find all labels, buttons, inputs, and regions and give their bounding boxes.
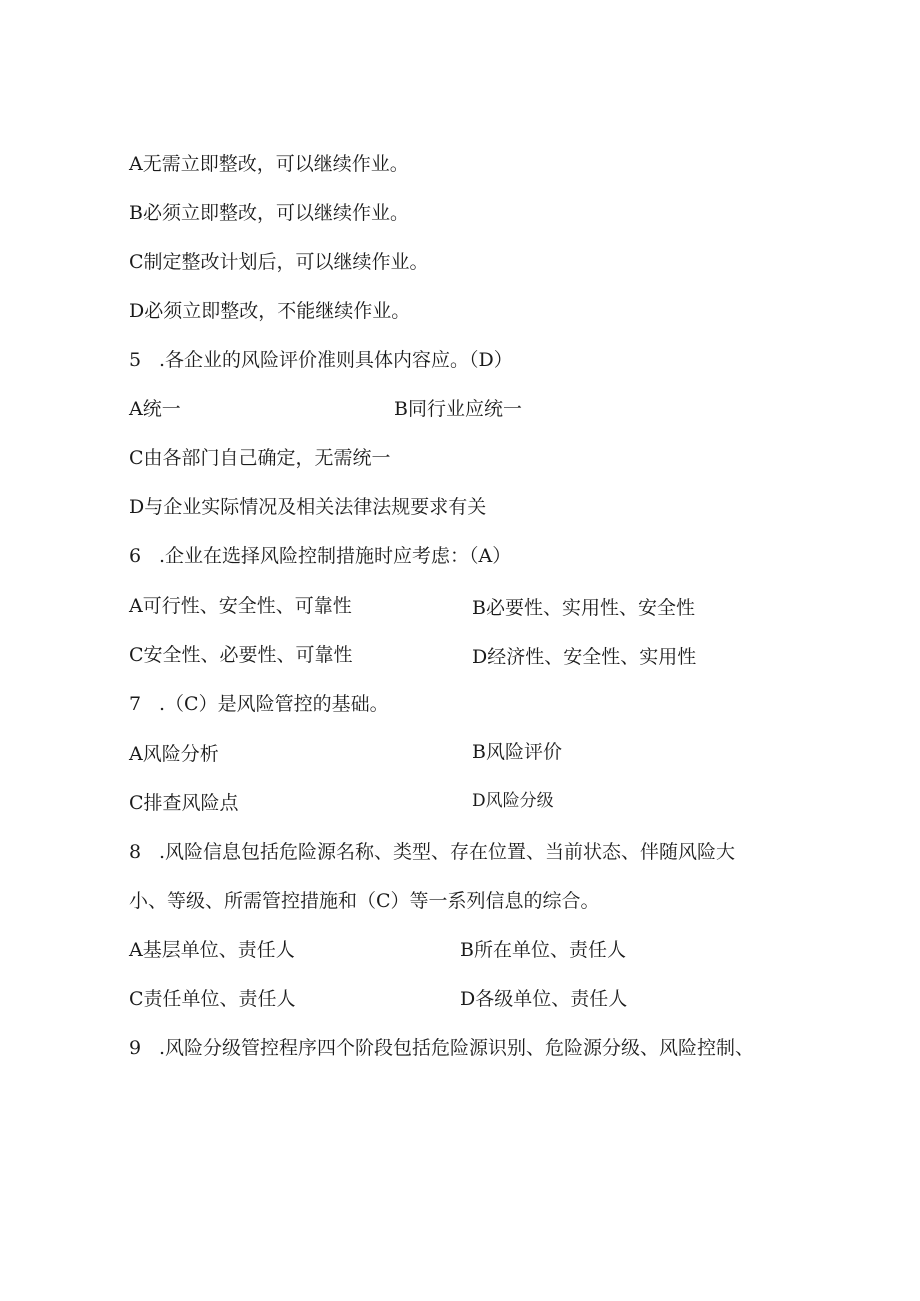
question-8-text-2: 小、等级、所需管控措施和（C）等一系列信息的综合。 [129,890,600,912]
question-6-number: 6 [129,545,142,567]
q7-option-c: C排查风险点 [129,792,239,814]
question-7 [129,692,389,716]
q8-option-b: B所在单位、责任人 [460,939,626,961]
q7-option-b: B风险评价 [472,741,562,763]
q6-option-a: A可行性、安全性、可靠性 [129,595,352,617]
question-9-number: 9 [129,1037,142,1059]
q7-option-d: D风险分级 [472,791,554,811]
q4-option-b: B必须立即整改，可以继续作业。 [129,202,409,224]
q4-option-a: A无需立即整改，可以继续作业。 [129,153,409,175]
q6-option-c: C安全性、必要性、可靠性 [129,644,353,666]
q8-option-c: C责任单位、责任人 [129,988,296,1010]
question-5 [129,348,513,372]
q6-option-d: D经济性、安全性、实用性 [472,646,697,668]
question-5-text: .各企业的风险评价准则具体内容应。（D） [159,349,513,371]
q7-option-a: A风险分析 [129,743,219,765]
q5-option-b: B同行业应统一 [394,398,522,420]
q5-option-d: D与企业实际情况及相关法律法规要求有关 [129,496,487,518]
question-9 [129,1036,754,1060]
q4-option-d: D必须立即整改，不能继续作业。 [129,300,411,322]
question-8-number: 8 [129,841,142,863]
question-7-number: 7 [129,693,142,715]
question-8-line-1 [129,840,735,864]
question-6-text: .企业在选择风险控制措施时应考虑：（A） [159,545,512,567]
question-7-text: .（C）是风险管控的基础。 [159,693,389,715]
q6-option-b: B必要性、实用性、安全性 [472,597,695,619]
question-9-text: .风险分级管控程序四个阶段包括危险源识别、危险源分级、风险控制、 [159,1037,755,1059]
q5-option-c: C由各部门自己确定，无需统一 [129,447,391,469]
q4-option-c: C制定整改计划后，可以继续作业。 [129,251,429,273]
q5-option-a: A统一 [129,398,181,420]
question-8-text-1: .风险信息包括危险源名称、类型、存在位置、当前状态、伴随风险大 [159,841,736,863]
question-5-number: 5 [129,349,142,371]
q8-option-d: D各级单位、责任人 [460,988,628,1010]
question-6 [129,544,511,568]
q8-option-a: A基层单位、责任人 [129,939,295,961]
